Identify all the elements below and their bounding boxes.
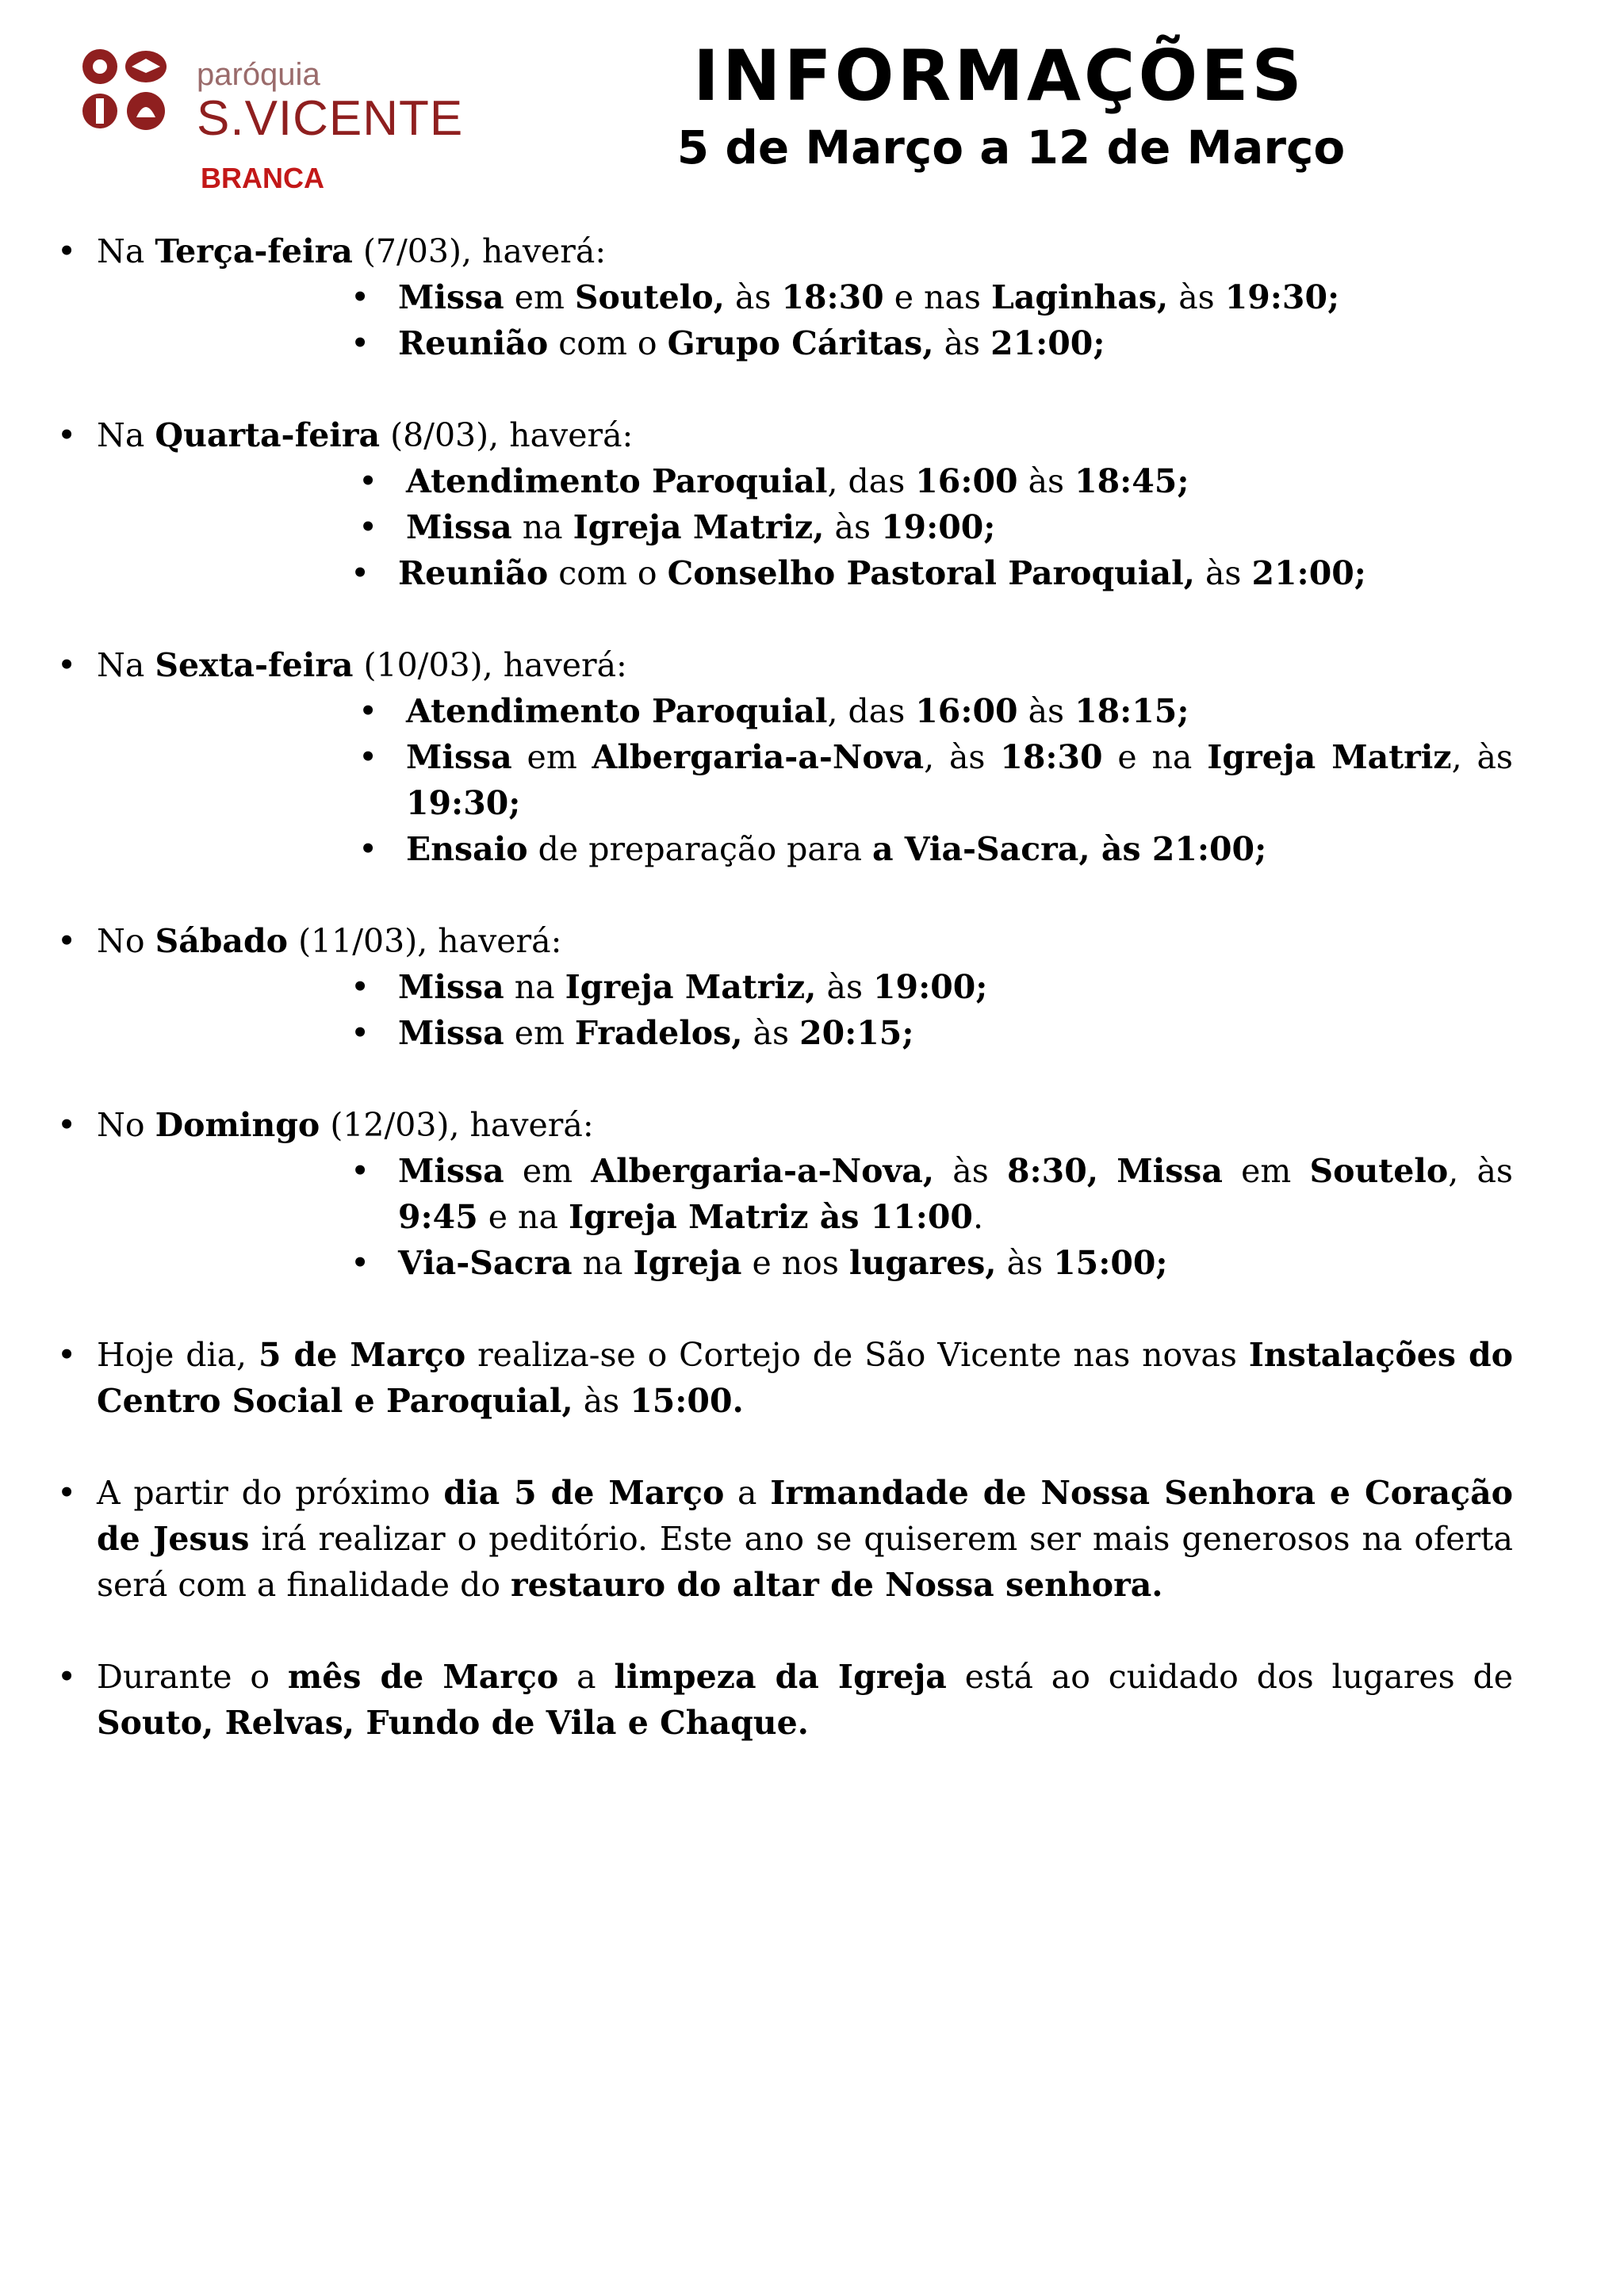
list-item: • Missa em Fradelos, às 20:15; — [398, 1010, 1513, 1056]
list-item-limpeza: • Durante o mês de Março a limpeza da Igreja está ao cuidado dos lugares de Souto, Relvas, Fundo de Vila e Chaque. — [57, 1654, 1513, 1746]
list-item: • Atendimento Paroquial, das 16:00 às 18:15; — [406, 688, 1513, 734]
list-item: • Missa em Albergaria-a-Nova, às 18:30 e na Igreja Matriz, às 19:30; — [406, 734, 1513, 826]
list-item: • Missa na Igreja Matriz, às 19:00; — [406, 504, 1513, 550]
page-subtitle: 5 de Março a 12 de Março — [676, 121, 1346, 174]
day-name: Quarta-feira — [155, 416, 381, 454]
day-name: Sábado — [155, 922, 289, 960]
announcements — [57, 228, 1513, 1746]
day-name: Terça-feira — [155, 232, 353, 270]
list-item-peditorio: • A partir do próximo dia 5 de Março a Irmandade de Nossa Senhora e Coração de Jesus irá realizar o peditório. Este ano se quiserem ser mais generosos na oferta será com a finalidade do restauro do altar de Nossa senhora. — [57, 1470, 1513, 1608]
page-title: INFORMAÇÕES — [693, 35, 1305, 117]
parish-logo — [79, 41, 464, 200]
day-name: Domingo — [155, 1106, 320, 1144]
list-item-tuesday — [57, 228, 1513, 274]
logo-tag: BRANCA — [201, 162, 324, 194]
text: Na — [97, 232, 155, 270]
list-item: • Missa em Albergaria-a-Nova, às 8:30, Missa em Soutelo, às 9:45 e na Igreja Matriz às 11:00. — [398, 1148, 1513, 1240]
list-item-sunday: • No Domingo (12/03), haverá: — [57, 1102, 1513, 1148]
logo-line1: paróquia — [197, 57, 320, 92]
list-item: • Reunião com o Grupo Cáritas, às 21:00; — [398, 320, 1513, 366]
list-item: • Reunião com o Conselho Pastoral Paroquial, às 21:00; — [398, 550, 1513, 596]
day-name: Sexta-feira — [155, 646, 354, 684]
list-item-friday: • Na Sexta-feira (10/03), haverá: — [57, 642, 1513, 688]
text: (7/03), haverá: — [352, 232, 607, 270]
logo-line2: S.VICENTE — [197, 91, 464, 146]
list-item: • Ensaio de preparação para a Via-Sacra, às 21:00; — [406, 826, 1513, 872]
header — [603, 35, 1396, 174]
list-item: • Missa em Soutelo, às 18:30 e nas Laginhas, às 19:30; — [398, 274, 1513, 320]
list-item-wednesday: • Na Quarta-feira (8/03), haverá: — [57, 412, 1513, 458]
list-item: • Missa na Igreja Matriz, às 19:00; — [398, 964, 1513, 1010]
list-item: • Via-Sacra na Igreja e nos lugares, às 15:00; — [398, 1240, 1513, 1286]
list-item: • Atendimento Paroquial, das 16:00 às 18:45; — [406, 458, 1513, 504]
list-item-cortejo: • Hoje dia, 5 de Março realiza-se o Cortejo de São Vicente nas novas Instalações do Centro Social e Paroquial, às 15:00. — [57, 1332, 1513, 1424]
list-item-saturday: • No Sábado (11/03), haverá: — [57, 918, 1513, 964]
parish-logo-icon — [79, 41, 174, 136]
